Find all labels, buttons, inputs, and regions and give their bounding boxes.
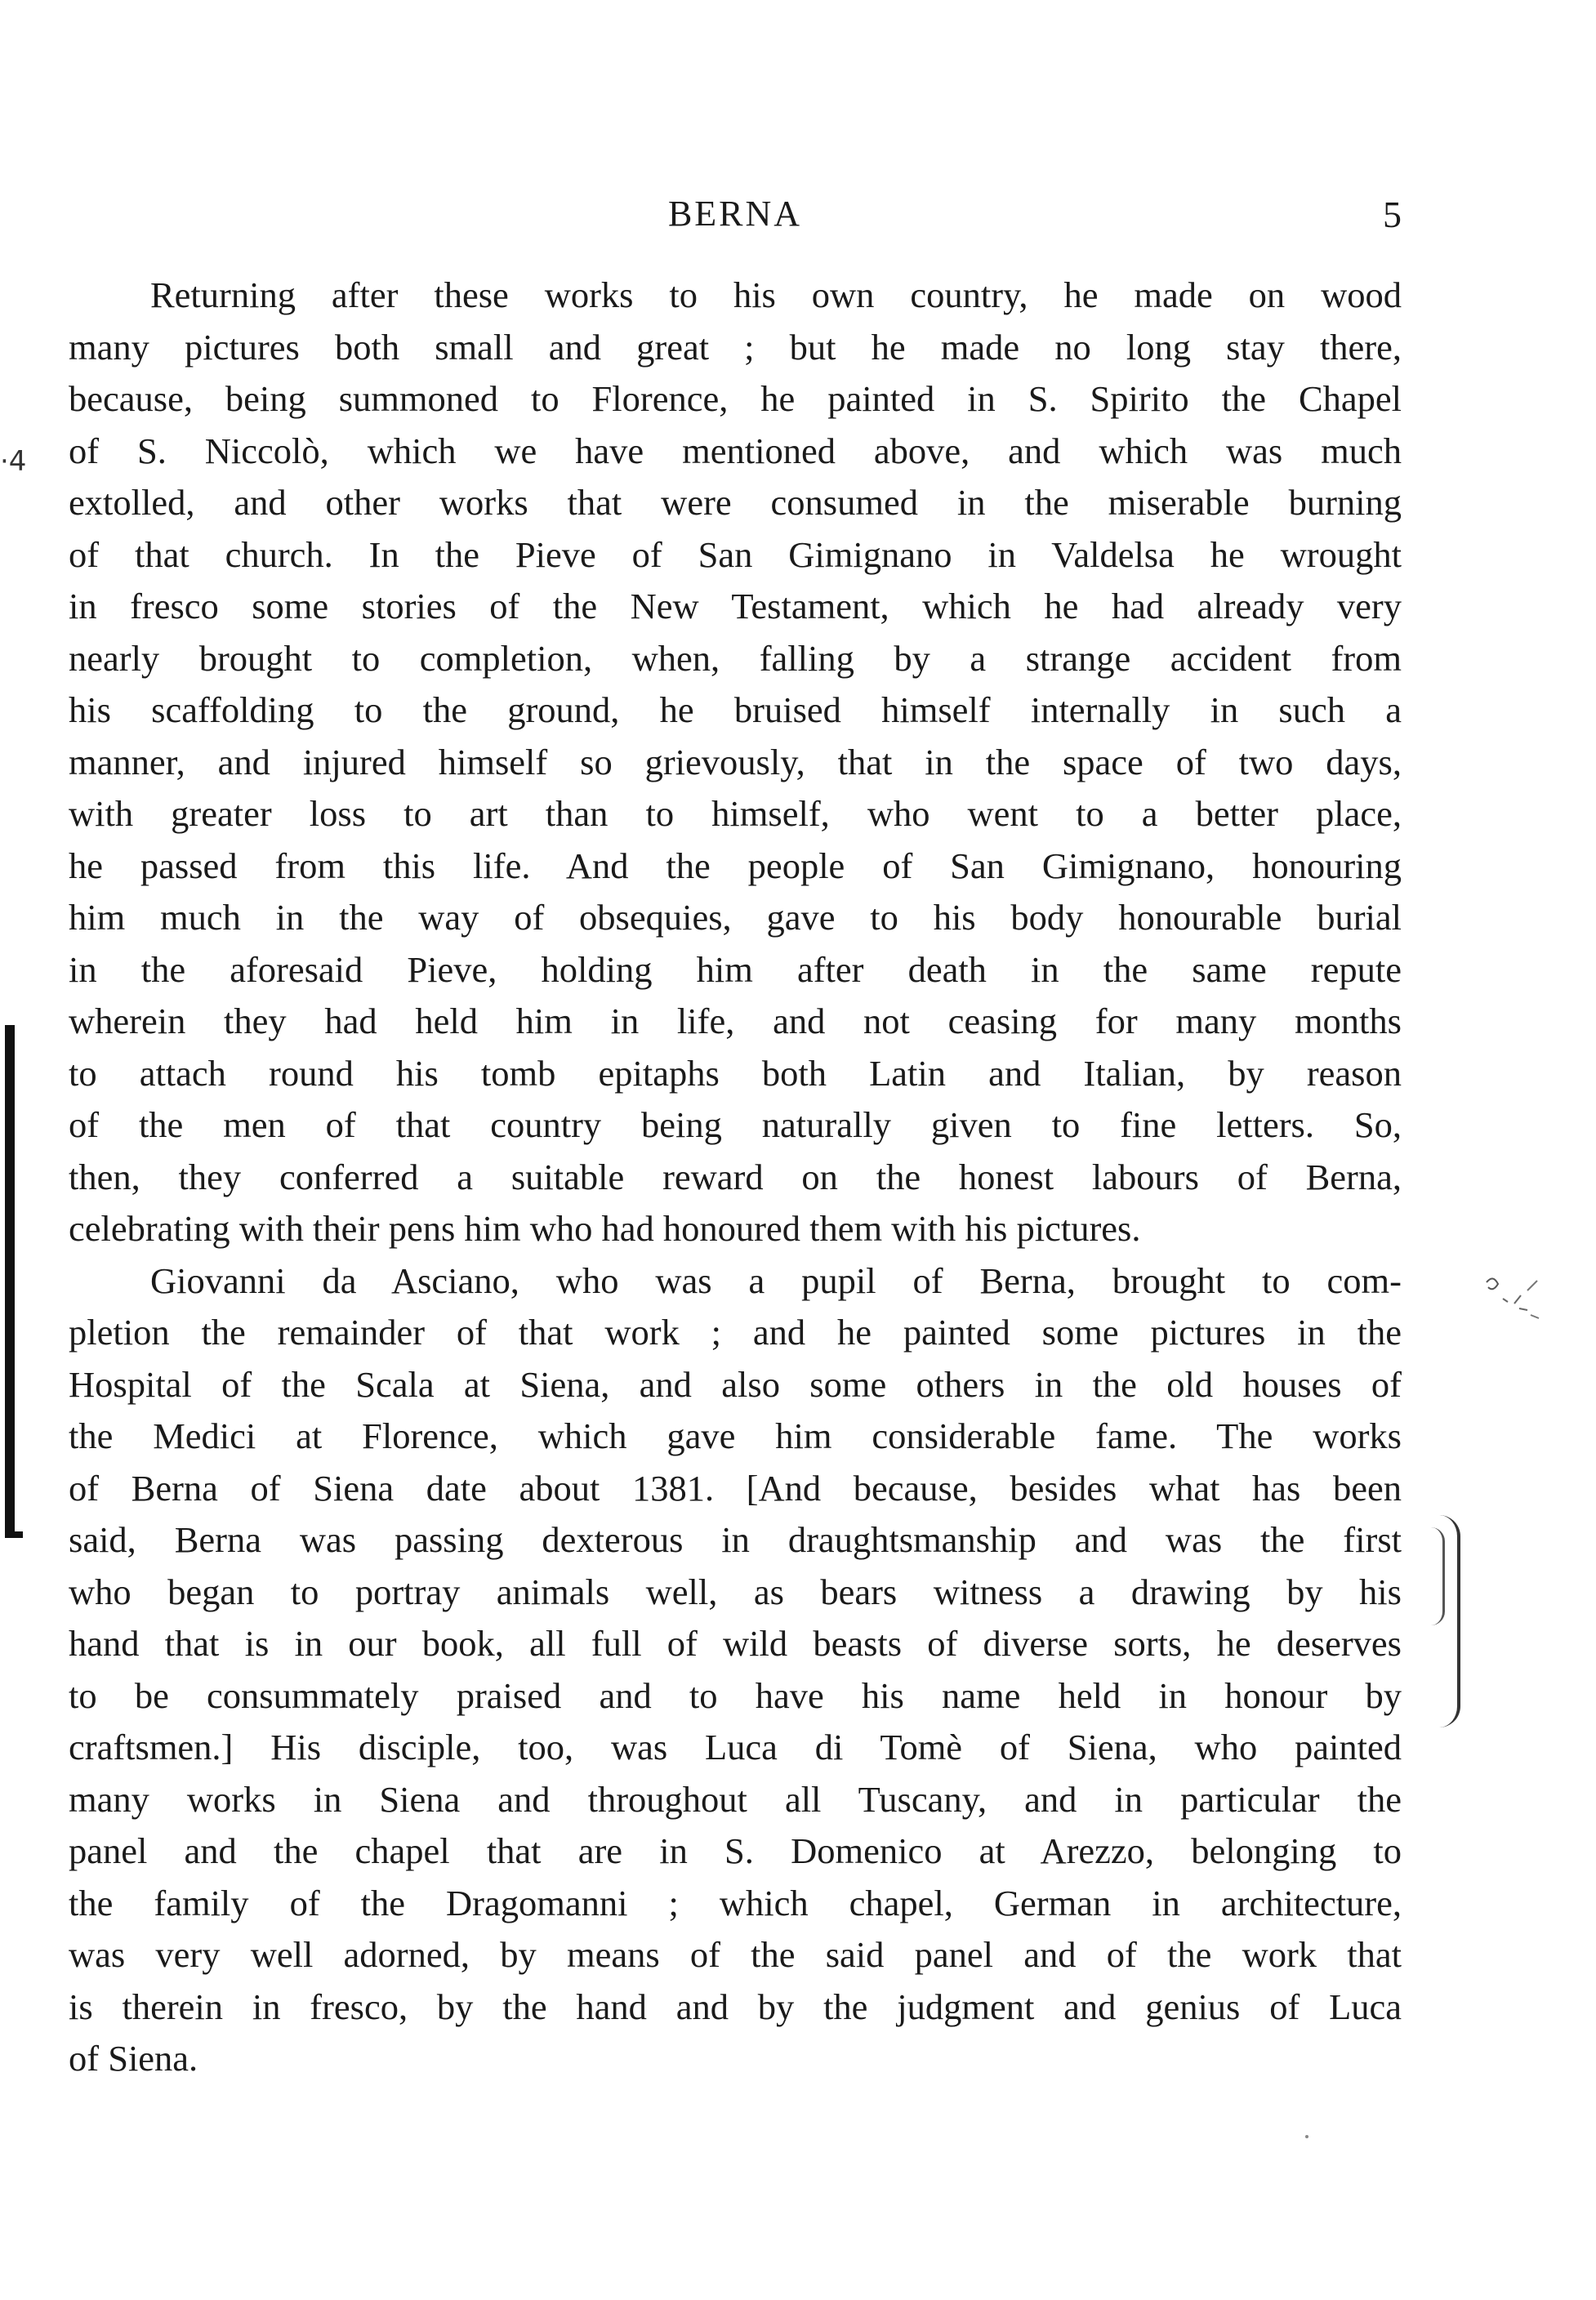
text-line: of Berna of Siena date about 1381. [And because, besides what has been (69, 1467, 1402, 1509)
text-line: Hospital of the Scala at Siena, and also some others in the old houses of (69, 1363, 1402, 1405)
margin-sidebar-bar (5, 1025, 15, 1531)
text-line: Returning after these works to his own country, he made on wood (150, 274, 1402, 315)
text-line: him much in the way of obsequies, gave to his body honourable burial (69, 897, 1402, 938)
text-line: many works in Siena and throughout all Tuscany, and in particular the (69, 1778, 1402, 1820)
body-text (69, 270, 1402, 2085)
text-line: in fresco some stories of the New Testament, which he had already very (69, 586, 1402, 626)
text-line: of Siena. (69, 2038, 198, 2079)
text-line: nearly brought to completion, when, falling by a strange accident from (69, 637, 1402, 679)
text-line: with greater loss to art than to himself, who went to a better place, (69, 793, 1402, 834)
text-line: manner, and injured himself so grievously, that in the space of two days, (69, 741, 1402, 782)
text-line: Giovanni da Asciano, who was a pupil of Berna, brought to com- (150, 1259, 1402, 1301)
text-line: celebrating with their pens him who had honoured them with his pictures. (69, 1208, 1141, 1249)
text-line: of that church. In the Pieve of San Gimignano in Valdelsa he wrought (69, 533, 1402, 575)
margin-bracket-right-inner (1431, 1527, 1445, 1625)
text-line: said, Berna was passing dexterous in draughtsmanship and was the first (69, 1519, 1402, 1560)
text-line: wherein they had held him in life, and not ceasing for many months (69, 1001, 1402, 1041)
text-line: he passed from this life. And the people of San Gimignano, honouring (69, 845, 1402, 886)
text-line: his scaffolding to the ground, he bruised himself internally in such a (69, 689, 1402, 730)
text-line: in the aforesaid Pieve, holding him after death in the same repute (69, 948, 1402, 990)
margin-mark-left: ·4 (0, 445, 27, 478)
text-line: many pictures both small and great ; but he made no long stay there, (69, 326, 1402, 368)
text-line: the Medici at Florence, which gave him considerable fame. The works (69, 1415, 1402, 1456)
text-line: then, they conferred a suitable reward on the honest labours of Berna, (69, 1156, 1402, 1197)
text-line: of S. Niccolò, which we have mentioned above, and which was much (69, 430, 1402, 471)
margin-scribble-icon (1478, 1266, 1552, 1348)
page-number: 5 (1383, 194, 1402, 235)
text-line: of the men of that country being naturally given to fine letters. So, (69, 1104, 1402, 1145)
text-line: was very well adorned, by means of the said panel and of the work that (69, 1934, 1402, 1975)
text-line: because, being summoned to Florence, he painted in S. Spirito the Chapel (69, 378, 1402, 419)
paragraph-2 (69, 1255, 1402, 2085)
text-line: hand that is in our book, all full of wild beasts of diverse sorts, he deserves (69, 1623, 1402, 1664)
text-line: craftsmen.] His disciple, too, was Luca di Tomè of Siena, who painted (69, 1727, 1402, 1767)
text-line: panel and the chapel that are in S. Domenico at Arezzo, belonging to (69, 1830, 1402, 1871)
page-header (69, 189, 1402, 238)
paragraph-1 (69, 270, 1402, 1255)
text-line: is therein in fresco, by the hand and by the judgment and genius of Luca (69, 1986, 1402, 2027)
text-line: who began to portray animals well, as bears witness a drawing by his (69, 1571, 1402, 1612)
page-speck (1305, 2135, 1308, 2138)
text-line: to attach round his tomb epitaphs both Latin and Italian, by reason (69, 1052, 1402, 1094)
running-title: BERNA (667, 194, 803, 234)
text-line: to be consummately praised and to have his name held in honour by (69, 1674, 1402, 1716)
text-line: pletion the remainder of that work ; and he painted some pictures in the (69, 1312, 1402, 1353)
text-line: the family of the Dragomanni ; which chapel, German in architecture, (69, 1882, 1402, 1923)
text-line: extolled, and other works that were consumed in the miserable burning (69, 482, 1402, 523)
